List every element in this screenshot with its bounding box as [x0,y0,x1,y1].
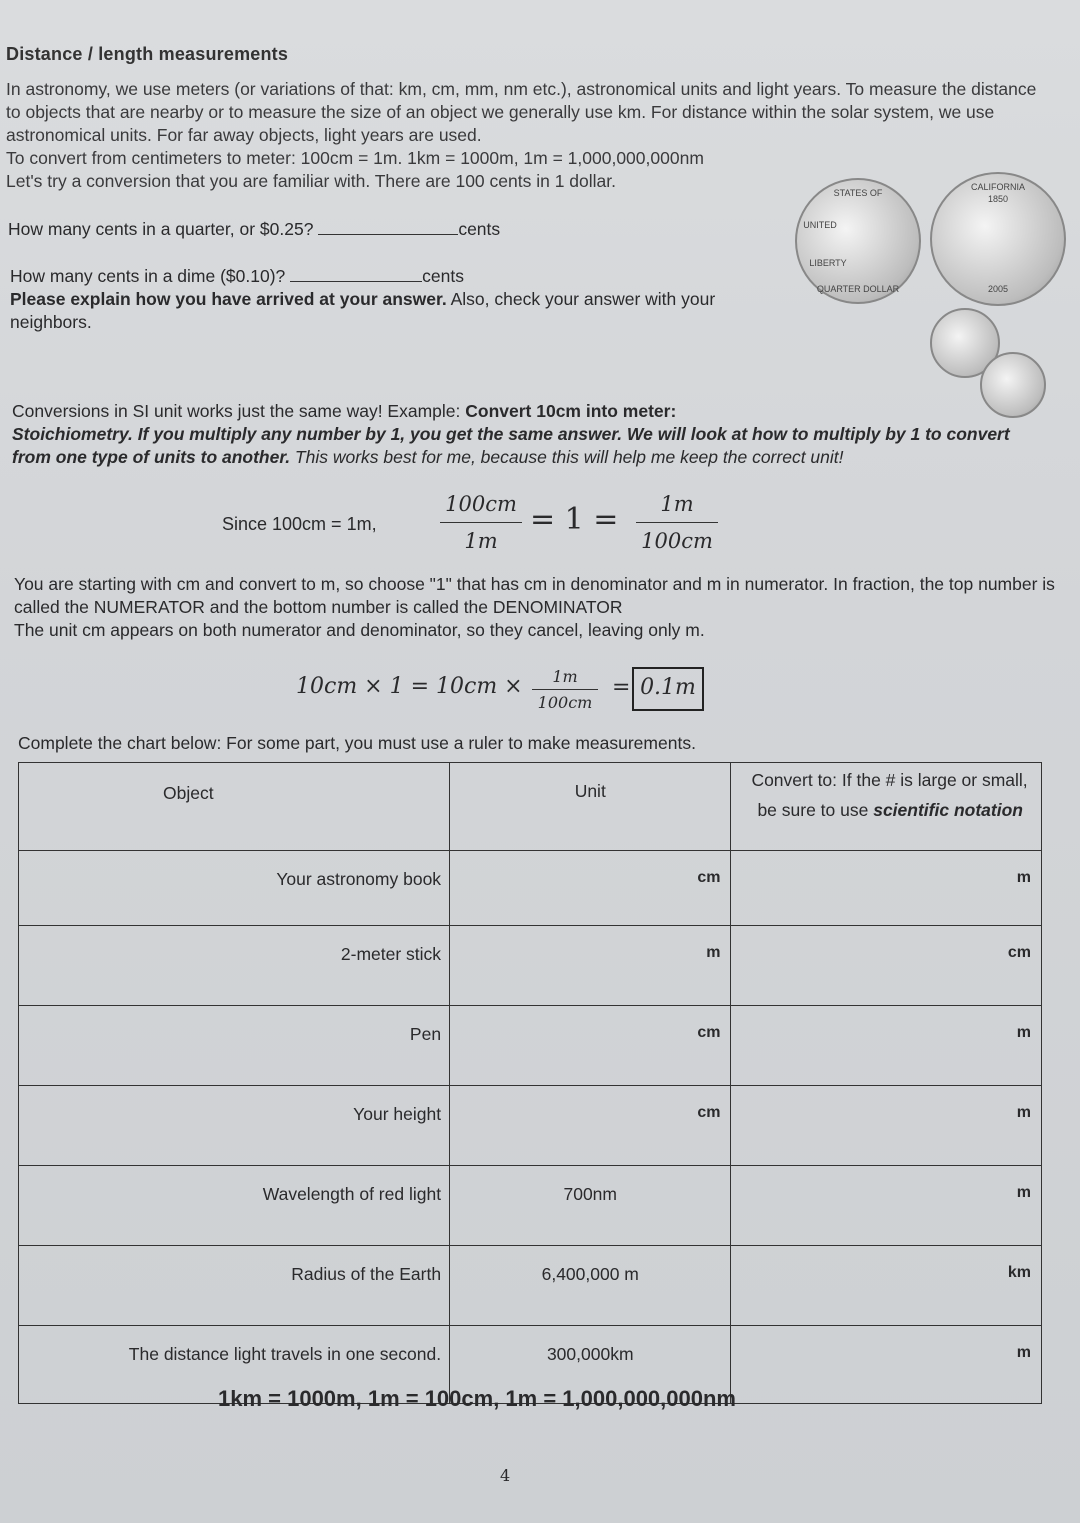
intro-paragraph: In astronomy, we use meters (or variations of that: km, cm, mm, nm etc.), astronomical units and light years. To measure the distance to objects that are nearby or to measure the size of an object we generally use km. For distance within the solar system, we use astronomical units. For far away objects, light years are used. [6,79,1037,145]
explain-instruction-bold: Please explain how you have arrived at your answer. [10,289,447,309]
chart-header-row [19,763,1042,851]
row-unit-input[interactable]: cm [450,1006,731,1086]
row-convert-input[interactable]: m [731,1326,1042,1404]
row-object: Your astronomy book [19,851,450,926]
question-dime-unit: cents [422,266,464,286]
header-convert-line1: Convert to: If the # is large or small, [751,770,1028,790]
row-convert-input[interactable]: cm [731,926,1042,1006]
row-object: 2-meter stick [19,926,450,1006]
table-row [19,1166,1042,1246]
header-unit: Unit [450,763,731,851]
row-object: The distance light travels in one second. [19,1326,450,1404]
calc-fraction-numerator: 1m [532,667,598,690]
fraction-1m-over-100cm [636,492,718,553]
quarter-answer-blank[interactable] [318,220,458,235]
dime-answer-blank[interactable] [290,267,422,282]
quarter-front-coin-image [795,178,921,304]
row-object: Pen [19,1006,450,1086]
row-convert-input[interactable]: m [731,1086,1042,1166]
row-convert-input[interactable]: m [731,1166,1042,1246]
coin-text: 1850 [987,194,1009,204]
calc-equals: = [612,675,631,700]
si-conversion-intro [12,400,1052,469]
row-unit-input[interactable]: cm [450,851,731,926]
row-unit-input[interactable]: cm [450,1086,731,1166]
table-row [19,926,1042,1006]
table-row [19,1006,1042,1086]
explanation-text [14,573,1064,642]
coin-text: 2005 [987,284,1009,294]
row-object: Wavelength of red light [19,1166,450,1246]
calc-fraction-denominator: 100cm [537,693,593,712]
header-convert [731,763,1042,851]
stoichiometry-note: This works best for me, because this will help me keep the correct unit! [290,447,844,467]
calc-fraction [532,667,598,712]
intro-cents-line: Let's try a conversion that you are familiar with. There are 100 cents in 1 dollar. [6,171,616,191]
question-quarter-unit: cents [458,219,501,239]
si-line-bold: Convert 10cm into meter: [465,401,677,421]
fraction-100cm-over-1m [440,492,522,553]
explanation-cancel: The unit cm appears on both numerator and denominator, so they cancel, leaving only m. [14,620,705,640]
row-convert-input[interactable]: km [731,1246,1042,1326]
si-line-plain: Conversions in SI unit works just the same way! Example: [12,401,466,421]
header-convert-line2: be sure to use [757,800,874,820]
calc-result-box: 0.1m [632,667,704,711]
coin-text: UNITED [803,220,837,230]
question-quarter [8,219,500,240]
row-convert-input[interactable]: m [731,1006,1042,1086]
header-scientific-notation: scientific notation [873,800,1023,820]
conversion-reference: 1km = 1000m, 1m = 100cm, 1m = 1,000,000,000nm [218,1386,736,1411]
coin-text: CALIFORNIA [970,182,1025,192]
question-dime-text: How many cents in a dime ($0.10)? [10,266,286,286]
question-quarter-text: How many cents in a quarter, or $0.25? [8,219,314,239]
measurement-chart [18,762,1042,1404]
chart-instruction: Complete the chart below: For some part, you must use a ruler to make measurements. [18,733,696,753]
equals-one: = 1 = [530,502,619,537]
conversion-calculation: 10cm × 1 = 10cm × [296,674,523,699]
fraction-numerator: 1m [636,492,718,523]
explain-instruction-rest: Also, check your answer with your neighbors. [10,289,716,332]
stoichiometry-text: Stoichiometry. If you multiply any number by 1, you get the same answer. We will look at how to multiply by 1 to convert from one type of units to another. [12,424,1010,467]
header-object: Object [19,763,450,851]
row-object: Your height [19,1086,450,1166]
fraction-numerator: 100cm [440,492,522,523]
quarter-back-coin-image [930,172,1066,306]
coin-text: QUARTER DOLLAR [816,284,900,294]
question-dime [10,265,770,334]
since-label: Since 100cm = 1m, [222,514,377,534]
explanation-paragraph: You are starting with cm and convert to m, so choose "1" that has cm in denominator and m in numerator. In fraction, the top number is called the NUMERATOR and the bottom number is called the DENOMINATOR [14,574,1055,617]
coin-text: LIBERTY [809,258,847,268]
row-unit-input[interactable]: m [450,926,731,1006]
coin-text: STATES OF [833,188,883,198]
table-row [19,851,1042,926]
intro-conversion-line: To convert from centimeters to meter: 100cm = 1m. 1km = 1000m, 1m = 1,000,000,000nm [6,148,704,168]
table-row [19,1246,1042,1326]
table-row [19,1086,1042,1166]
page-number: 4 [500,1466,511,1485]
intro-text [6,78,1046,193]
fraction-denominator: 1m [464,529,498,553]
page-title: Distance / length measurements [6,44,289,64]
row-unit-value[interactable]: 700nm [450,1166,731,1246]
row-unit-value[interactable]: 300,000km [450,1326,731,1404]
row-unit-value[interactable]: 6,400,000 m [450,1246,731,1326]
row-object: Radius of the Earth [19,1246,450,1326]
fraction-denominator: 100cm [641,529,713,553]
row-convert-input[interactable]: m [731,851,1042,926]
